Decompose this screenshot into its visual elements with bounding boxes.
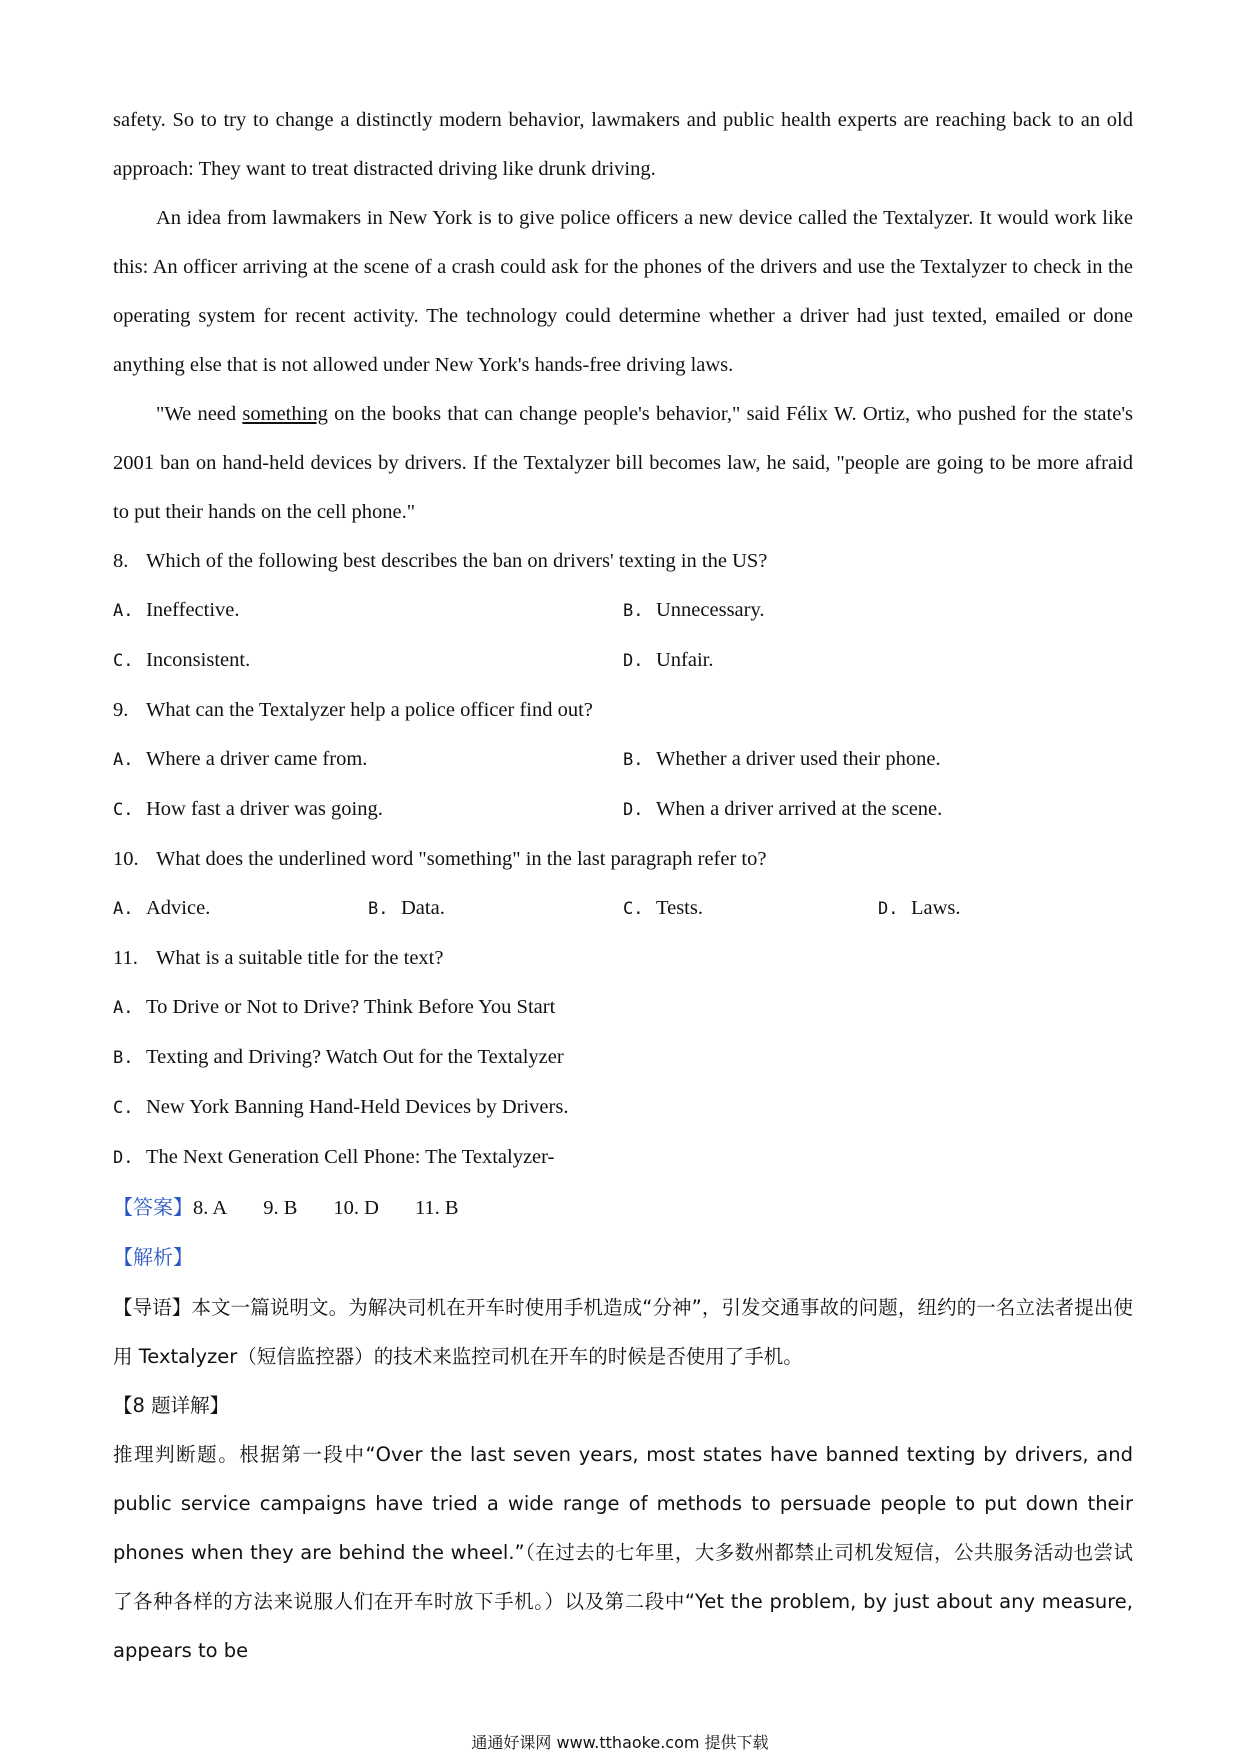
answer-item: 11. B [414,1197,459,1219]
q8-detail-text: 推理判断题。根据第一段中“Over the last seven years, most states have banned texting by drivers, and public service campaigns have tried a wide range of methods to persuade people to put down their phones when they are behind the wheel.”（在过去的七年里，大多数州都禁止司机发短信，公共服务活动也尝试了各种各样的方法来说服人们在开车时放下手机。）以及第二段中“Yet the problem, by just about any measure, appears to be [113,1443,1133,1662]
option-c: C. Inconsistent. [113,649,251,671]
footer-watermark: 通通好课网 www.tthaoke.com 提供下载 [471,1733,769,1752]
question-8-options [113,586,1133,686]
answer-item: 8. A [193,1197,228,1219]
question-10 [113,835,1133,884]
question-text: What does the underlined word "something" in the last paragraph refer to? [156,848,767,870]
option-d: D. Laws. [878,897,961,919]
question-11 [113,934,1133,983]
analysis-intro: 【导语】本文一篇说明文。为解决司机在开车时使用手机造成“分神”，引发交通事故的问题，纽约的一名立法者提出使用 Textalyzer（短信监控器）的技术来监控司机在开车的时候是否使用了手机。 [113,1296,1133,1368]
option-b: B. Data. [368,897,445,919]
option-b: B. Whether a driver used their phone. [623,748,941,770]
option-c: C. New York Banning Hand-Held Devices by Drivers. [113,1096,569,1118]
passage-p3-after: on the books that can change people's behavior," said Félix W. Ortiz, who pushed for the state's 2001 ban on hand-held devices by drivers. If the Textalyzer bill becomes law, he said, "people are going to be more afraid to put their hands on the cell phone." [113,403,1133,523]
passage-p3-before: "We need [156,403,243,425]
answer-line [113,1183,1133,1233]
passage-paragraph-3 [113,390,1133,537]
question-text: What can the Textalyzer help a police officer find out? [146,699,593,721]
option-a: A. Advice. [113,897,211,919]
answer-item: 10. D [333,1197,379,1219]
option-a: A. To Drive or Not to Drive? Think Before You Start [113,996,556,1018]
option-c: C. How fast a driver was going. [113,798,383,820]
question-text: What is a suitable title for the text? [156,947,444,969]
answer-item: 9. B [263,1197,298,1219]
passage-paragraph-1: safety. So to try to change a distinctly modern behavior, lawmakers and public health experts are reaching back to an old approach: They want to treat distracted driving like drunk driving. [113,109,1133,180]
option-b: B. Texting and Driving? Watch Out for the Textalyzer [113,1046,564,1068]
analysis-heading [113,1233,1133,1283]
underlined-word: something [242,403,328,425]
question-number: 9. [113,699,129,721]
option-b: B. Unnecessary. [623,599,765,621]
q8-detail-tag: 【8 题详解】 [113,1394,230,1417]
question-8 [113,537,1133,586]
option-d: D. When a driver arrived at the scene. [623,798,943,820]
question-9 [113,686,1133,735]
option-d: D. Unfair. [623,649,714,671]
question-number: 10. [113,848,139,870]
document-page [113,96,1133,1675]
option-d: D. The Next Generation Cell Phone: The Textalyzer- [113,1146,555,1168]
passage-paragraph-2: An idea from lawmakers in New York is to give police officers a new device called the Textalyzer. It would work like this: An officer arriving at the scene of a crash could ask for the phones of the drivers and use the Textalyzer to check in the operating system for recent activity. The technology could determine whether a driver had just texted, emailed or done anything else that is not allowed under New York's hands-free driving laws. [113,207,1133,376]
option-c: C. Tests. [623,897,703,919]
question-9-options [113,735,1133,835]
answer-tag: 【答案】 [113,1195,193,1219]
option-a: A. Ineffective. [113,599,240,621]
analysis-tag: 【解析】 [113,1245,193,1269]
option-a: A. Where a driver came from. [113,748,368,770]
question-10-options [113,884,1133,934]
question-number: 11. [113,947,138,969]
question-number: 8. [113,550,129,572]
question-text: Which of the following best describes the ban on drivers' texting in the US? [146,550,768,572]
